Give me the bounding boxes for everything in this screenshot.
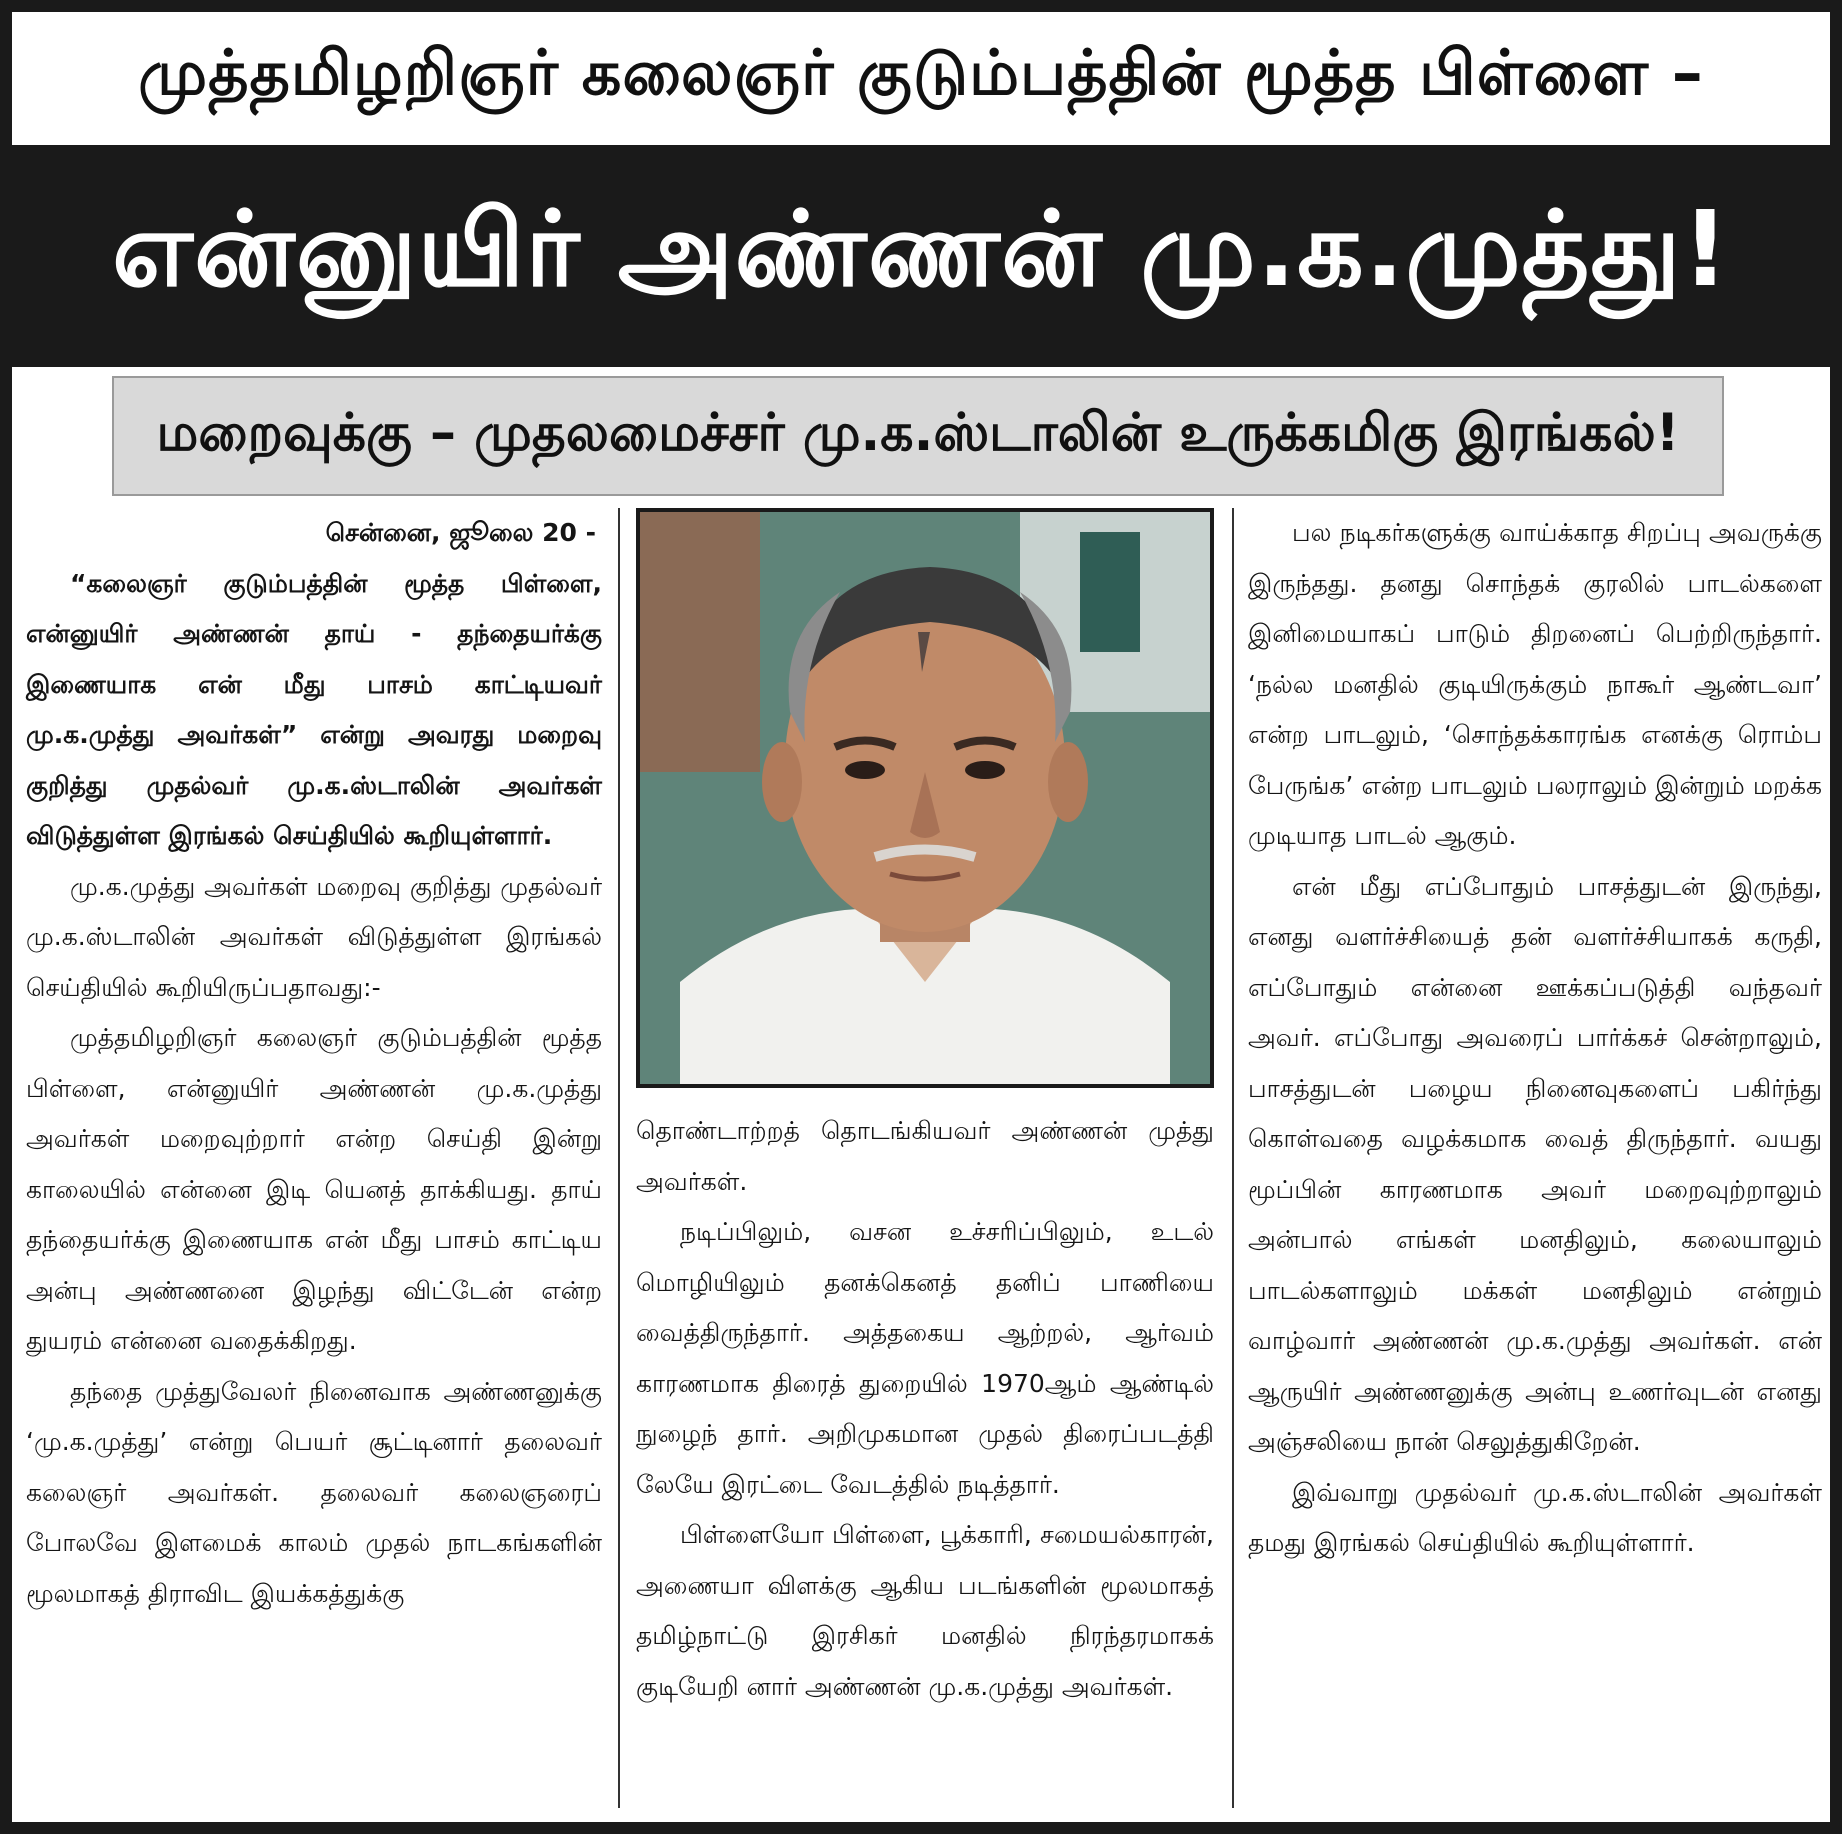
article-paragraph: தந்தை முத்துவேலர் நினைவாக அண்ணனுக்கு ‘மு.க.முத்து’ என்று பெயர் சூட்டினார் தலைவர் கலைஞர் அவர்கள். தலைவர் கலைஞரைப் போலவே இளமைக் காலம் முதல் நாடகங்களின் மூலமாகத் திராவிட இயக்கத்துக்கு (26, 1376, 602, 1608)
article-column-3 (1248, 508, 1822, 1569)
article-paragraph: மு.க.முத்து அவர்கள் மறைவு குறித்து முதல்வர் மு.க.ஸ்டாலின் அவர்கள் விடுத்துள்ள இரங்கல் செய்தியில் கூறியிருப்பதாவது:- (26, 871, 602, 1002)
main-headline: என்னுயிர் அண்ணன் மு.க.முத்து! (111, 188, 1731, 310)
article-paragraph: தொண்டாற்றத் தொடங்கியவர் அண்ணன் முத்து அவர்கள். (636, 1116, 1214, 1196)
column-2-text (636, 1106, 1214, 1712)
article-paragraph: முத்தமிழறிஞர் கலைஞர் குடும்பத்தின் மூத்த பிள்ளை, என்னுயிர் அண்ணன் மு.க.முத்து அவர்கள் மறைவுற்றார் என்ற செய்தி இன்று காலையில் என்னை இடி யெனத் தாக்கியது. தாய் தந்தையர்க்கு இணையாக என் மீது பாசம் காட்டிய அன்பு அண்ணனை இழந்து விட்டேன் என்ற துயரம் என்னை வதைக்கிறது. (26, 1023, 602, 1355)
portrait-photo (636, 508, 1214, 1088)
article-paragraph: பிள்ளையோ பிள்ளை, பூக்காரி, சமையல்காரன், அணையா விளக்கு ஆகிய படங்களின் மூலமாகத் தமிழ்நாட்டு இரசிகர் மனதில் நிரந்தரமாகக் குடியேறி னார் அண்ணன் மு.க.முத்து அவர்கள். (636, 1520, 1214, 1701)
subhead-box (112, 376, 1724, 496)
portrait-illustration (640, 512, 1210, 1084)
kicker-headline: முத்தமிழறிஞர் கலைஞர் குடும்பத்தின் மூத்த பிள்ளை – (138, 36, 1704, 109)
article-paragraph: நடிப்பிலும், வசன உச்சரிப்பிலும், உடல் மொழியிலும் தனக்கெனத் தனிப் பாணியை வைத்திருந்தார். அத்தகைய ஆற்றல், ஆர்வம் காரணமாக திரைத் துறையில் 1970ஆம் ஆண்டில் நுழைந் தார். அறிமுகமான முதல் திரைப்படத்தி லேயே இரட்டை வேடத்தில் நடித்தார். (636, 1217, 1214, 1499)
article-paragraph: என் மீது எப்போதும் பாசத்துடன் இருந்து, எனது வளர்ச்சியைத் தன் வளர்ச்சியாகக் கருதி, எப்போதும் என்னை ஊக்கப்படுத்தி வந்தவர் அவர். எப்போது அவரைப் பார்க்கச் சென்றாலும், பாசத்துடன் பழைய நினைவுகளைப் பகிர்ந்து கொள்வதை வழக்கமாக வைத் திருந்தார். வயது மூப்பின் காரணமாக அவர் மறைவுற்றாலும் அன்பால் எங்கள் மனதிலும், கலையாலும் பாடல்களாலும் மக்கள் மனதிலும் என்றும் வாழ்வார் அண்ணன் மு.க.முத்து அவர்கள். என் ஆருயிர் அண்ணனுக்கு அன்பு உணர்வுடன் எனது அஞ்சலியை நான் செலுத்துகிறேன். (1248, 871, 1822, 1456)
lead-paragraph: “கலைஞர் குடும்பத்தின் மூத்த பிள்ளை, என்னுயிர் அண்ணன் தாய் - தந்தையர்க்கு இணையாக என் மீது பாசம் காட்டியவர் மு.க.முத்து அவர்கள்” என்று அவரது மறைவு குறித்து முதல்வர் மு.க.ஸ்டாலின் அவர்கள் விடுத்துள்ள இரங்கல் செய்தியில் கூறியுள்ளார். (26, 568, 602, 850)
article-column-1 (26, 508, 602, 1619)
subheadline: மறைவுக்கு – முதலமைச்சர் மு.க.ஸ்டாலின் உருக்கமிகு இரங்கல்! (156, 402, 1680, 463)
headline-band (12, 145, 1830, 367)
article-column-2 (636, 508, 1214, 1712)
article-paragraph: பல நடிகர்களுக்கு வாய்க்காத சிறப்பு அவருக்கு இருந்தது. தனது சொந்தக் குரலில் பாடல்களை இனிமையாகப் பாடும் திறனைப் பெற்றிருந்தார். ‘நல்ல மனதில் குடியிருக்கும் நாகூர் ஆண்டவா’ என்ற பாடலும், ‘சொந்தக்காரங்க எனக்கு ரொம்ப பேருங்க’ என்ற பாடலும் பலராலும் இன்றும் மறக்க முடியாத பாடல் ஆகும். (1248, 518, 1822, 850)
column-divider (1232, 508, 1234, 1808)
column-divider (618, 508, 620, 1808)
article-paragraph: இவ்வாறு முதல்வர் மு.க.ஸ்டாலின் அவர்கள் தமது இரங்கல் செய்தியில் கூறியுள்ளார். (1248, 1477, 1822, 1557)
dateline: சென்னை, ஜூலை 20 - (325, 518, 596, 547)
